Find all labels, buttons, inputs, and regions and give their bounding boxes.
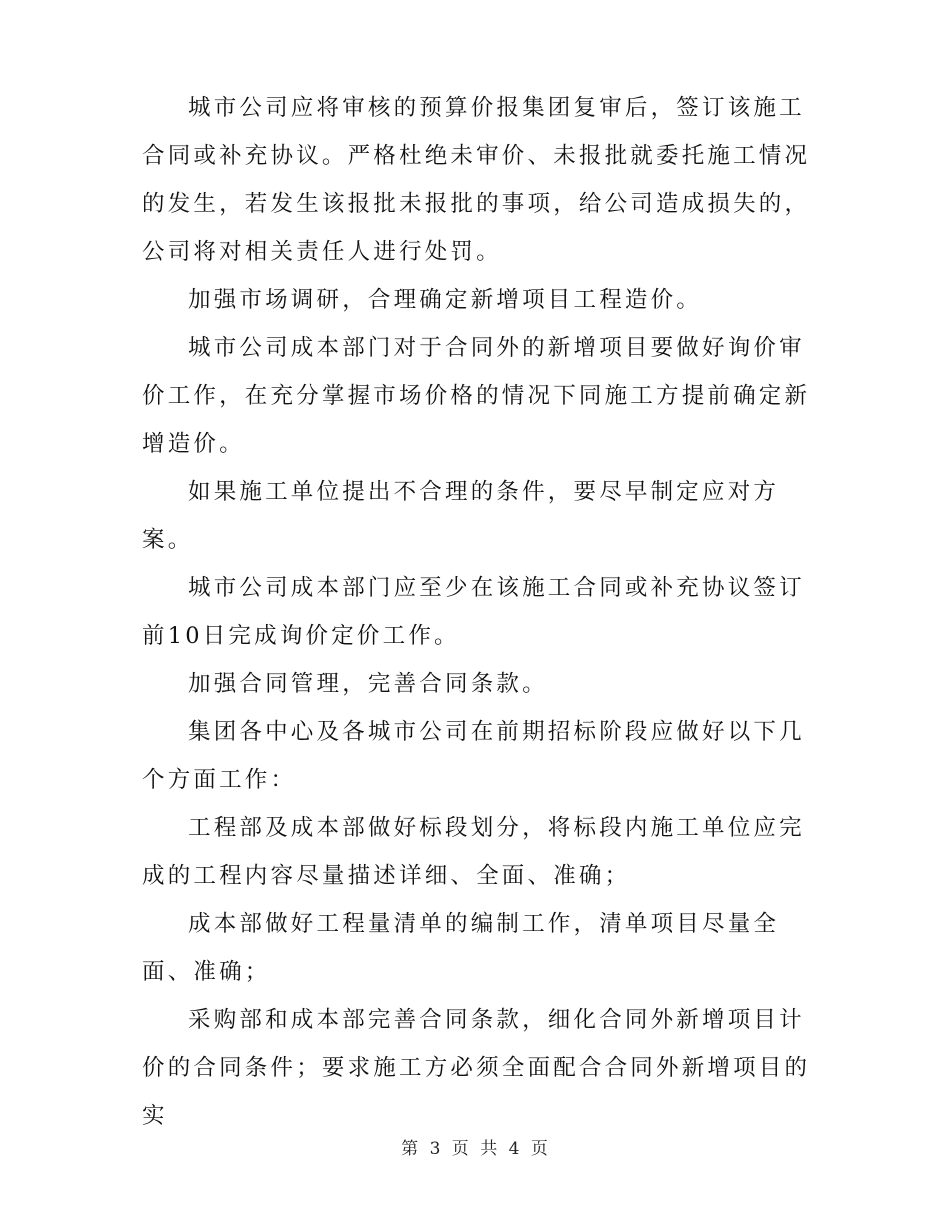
paragraph: 集团各中心及各城市公司在前期招标阶段应做好以下几个方面工作：: [142, 719, 805, 793]
paragraph: 工程部及成本部做好标段划分，将标段内施工单位应完成的工程内容尽量描述详细、全面、准确；: [142, 815, 805, 889]
paragraph: 加强合同管理，完善合同条款。: [188, 671, 548, 697]
paragraph: 城市公司应将审核的预算价报集团复审后，签订该施工合同或补充协议。严格杜绝未审价、未报批就委托施工情况的发生，若发生该报批未报批的事项，给公司造成损失的，公司将对相关责任人进行处罚。: [142, 95, 811, 265]
page-footer: 第 3 页 共 4 页: [401, 1139, 549, 1159]
paragraph: 如果施工单位提出不合理的条件，要尽早制定应对方案。: [142, 479, 780, 553]
document-body: [142, 84, 822, 1140]
paragraph: 成本部做好工程量清单的编制工作，清单项目尽量全面、准确；: [142, 911, 780, 985]
paragraph: 城市公司成本部门对于合同外的新增项目要做好询价审价工作，在充分掌握市场价格的情况下同施工方提前确定新增造价。: [142, 335, 811, 457]
paragraph: 城市公司成本部门应至少在该施工合同或补充协议签订前10日完成询价定价工作。: [142, 575, 805, 649]
paragraph: 加强市场调研，合理确定新增项目工程造价。: [188, 287, 703, 313]
paragraph: 采购部和成本部完善合同条款，细化合同外新增项目计价的合同条件；要求施工方必须全面配合合同外新增项目的实: [142, 1007, 811, 1129]
